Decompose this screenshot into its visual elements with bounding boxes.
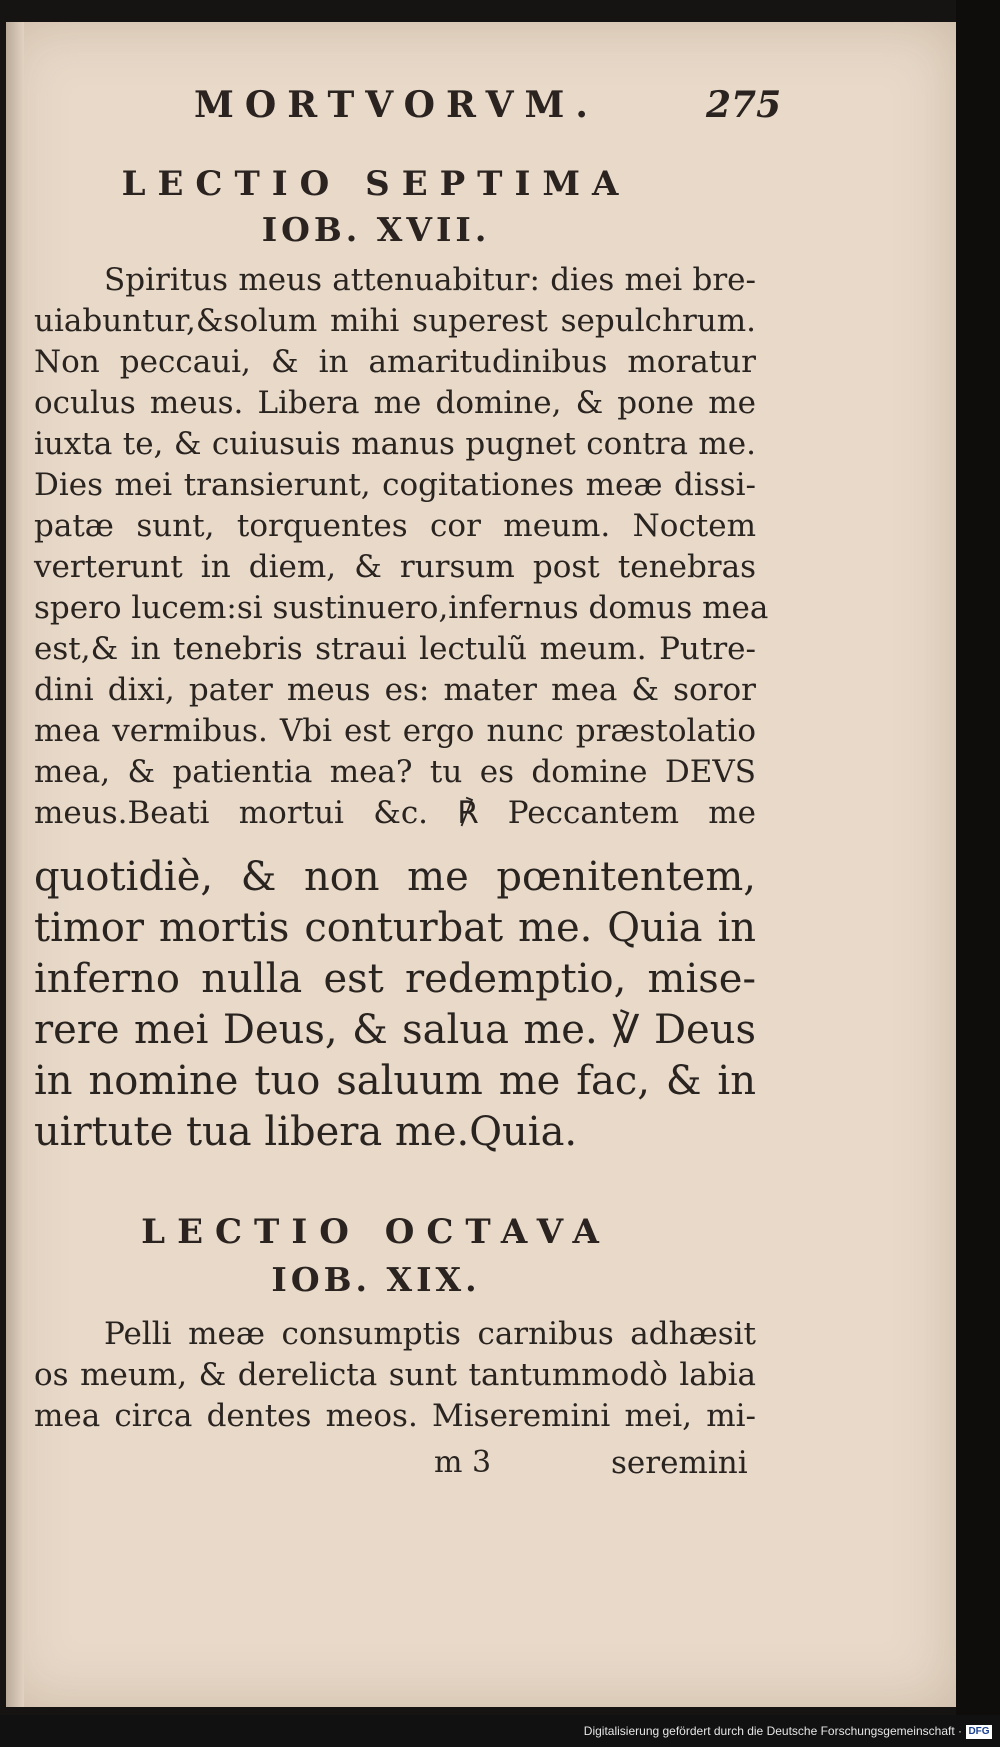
responsory-text: [34, 852, 756, 1158]
lectio-septima-text: [34, 260, 769, 834]
funding-credit: Digitalisierung gefördert durch die Deutsche Forschungsgemeinschaft ·: [583, 1724, 962, 1738]
text-line: Pelli meæ consumptis carnibus adhæsit: [104, 1316, 756, 1352]
text-line: oculus meus. Libera me domine, & pone me: [34, 385, 756, 421]
text-line: Dies mei transierunt, cogitationes meæ dissi-: [34, 467, 756, 503]
text-line: inferno nulla est redemptio, mise-: [34, 956, 756, 1002]
viewer-background: [956, 0, 1000, 1715]
text-line: timor mortis conturbat me. Quia in: [34, 905, 756, 951]
running-head: MORTVORVM.: [194, 84, 599, 126]
text-line: meus.Beati mortui &c. ℟ Peccantem me: [34, 795, 756, 831]
text-line: Non peccaui, & in amaritudinibus moratur: [34, 344, 756, 380]
page-gutter-shadow: [6, 22, 24, 1707]
catchword: seremini: [611, 1445, 748, 1481]
text-line: Spiritus meus attenuabitur: dies mei bre-: [104, 262, 756, 298]
lectio-septima-reference: IOB. XVII.: [261, 210, 491, 249]
page-number: 275: [706, 84, 782, 126]
text-line: iuxta te, & cuiusuis manus pugnet contra me.: [34, 426, 756, 462]
text-line: quotidiè, & non me pœnitentem,: [34, 854, 756, 900]
text-line: mea vermibus. Vbi est ergo nunc præstolatio: [34, 713, 756, 749]
text-line: uirtute tua libera me.Quia.: [34, 1109, 578, 1155]
text-line: est,& in tenebris straui lectulũ meum. Putre-: [34, 631, 756, 667]
text-line: patæ sunt, torquentes cor meum. Noctem: [34, 508, 756, 544]
text-line: rere mei Deus, & salua me. ℣ Deus: [34, 1007, 756, 1053]
signature-mark: m 3: [434, 1445, 492, 1480]
text-line: mea, & patientia mea? tu es domine DEVS: [34, 754, 756, 790]
lectio-octava-reference: IOB. XIX.: [271, 1260, 481, 1299]
text-line: dini dixi, pater meus es: mater mea & soror: [34, 672, 756, 708]
text-line: spero lucem:si sustinuero,infernus domus mea: [34, 590, 769, 626]
dfg-logo: DFG: [966, 1725, 992, 1739]
text-line: mea circa dentes meos. Miseremini mei, mi-: [34, 1398, 756, 1434]
book-page: [6, 22, 956, 1707]
text-line: uiabuntur,&solum mihi superest sepulchrum.: [34, 303, 756, 339]
text-line: verterunt in diem, & rursum post tenebras: [34, 549, 756, 585]
footer-bar: [0, 1715, 1000, 1747]
lectio-septima-title: LECTIO SEPTIMA: [121, 164, 631, 204]
lectio-octava-title: LECTIO OCTAVA: [141, 1212, 611, 1252]
text-line: in nomine tuo saluum me fac, & in: [34, 1058, 756, 1104]
text-line: os meum, & derelicta sunt tantummodò labia: [34, 1357, 756, 1393]
lectio-octava-text: [34, 1314, 756, 1437]
